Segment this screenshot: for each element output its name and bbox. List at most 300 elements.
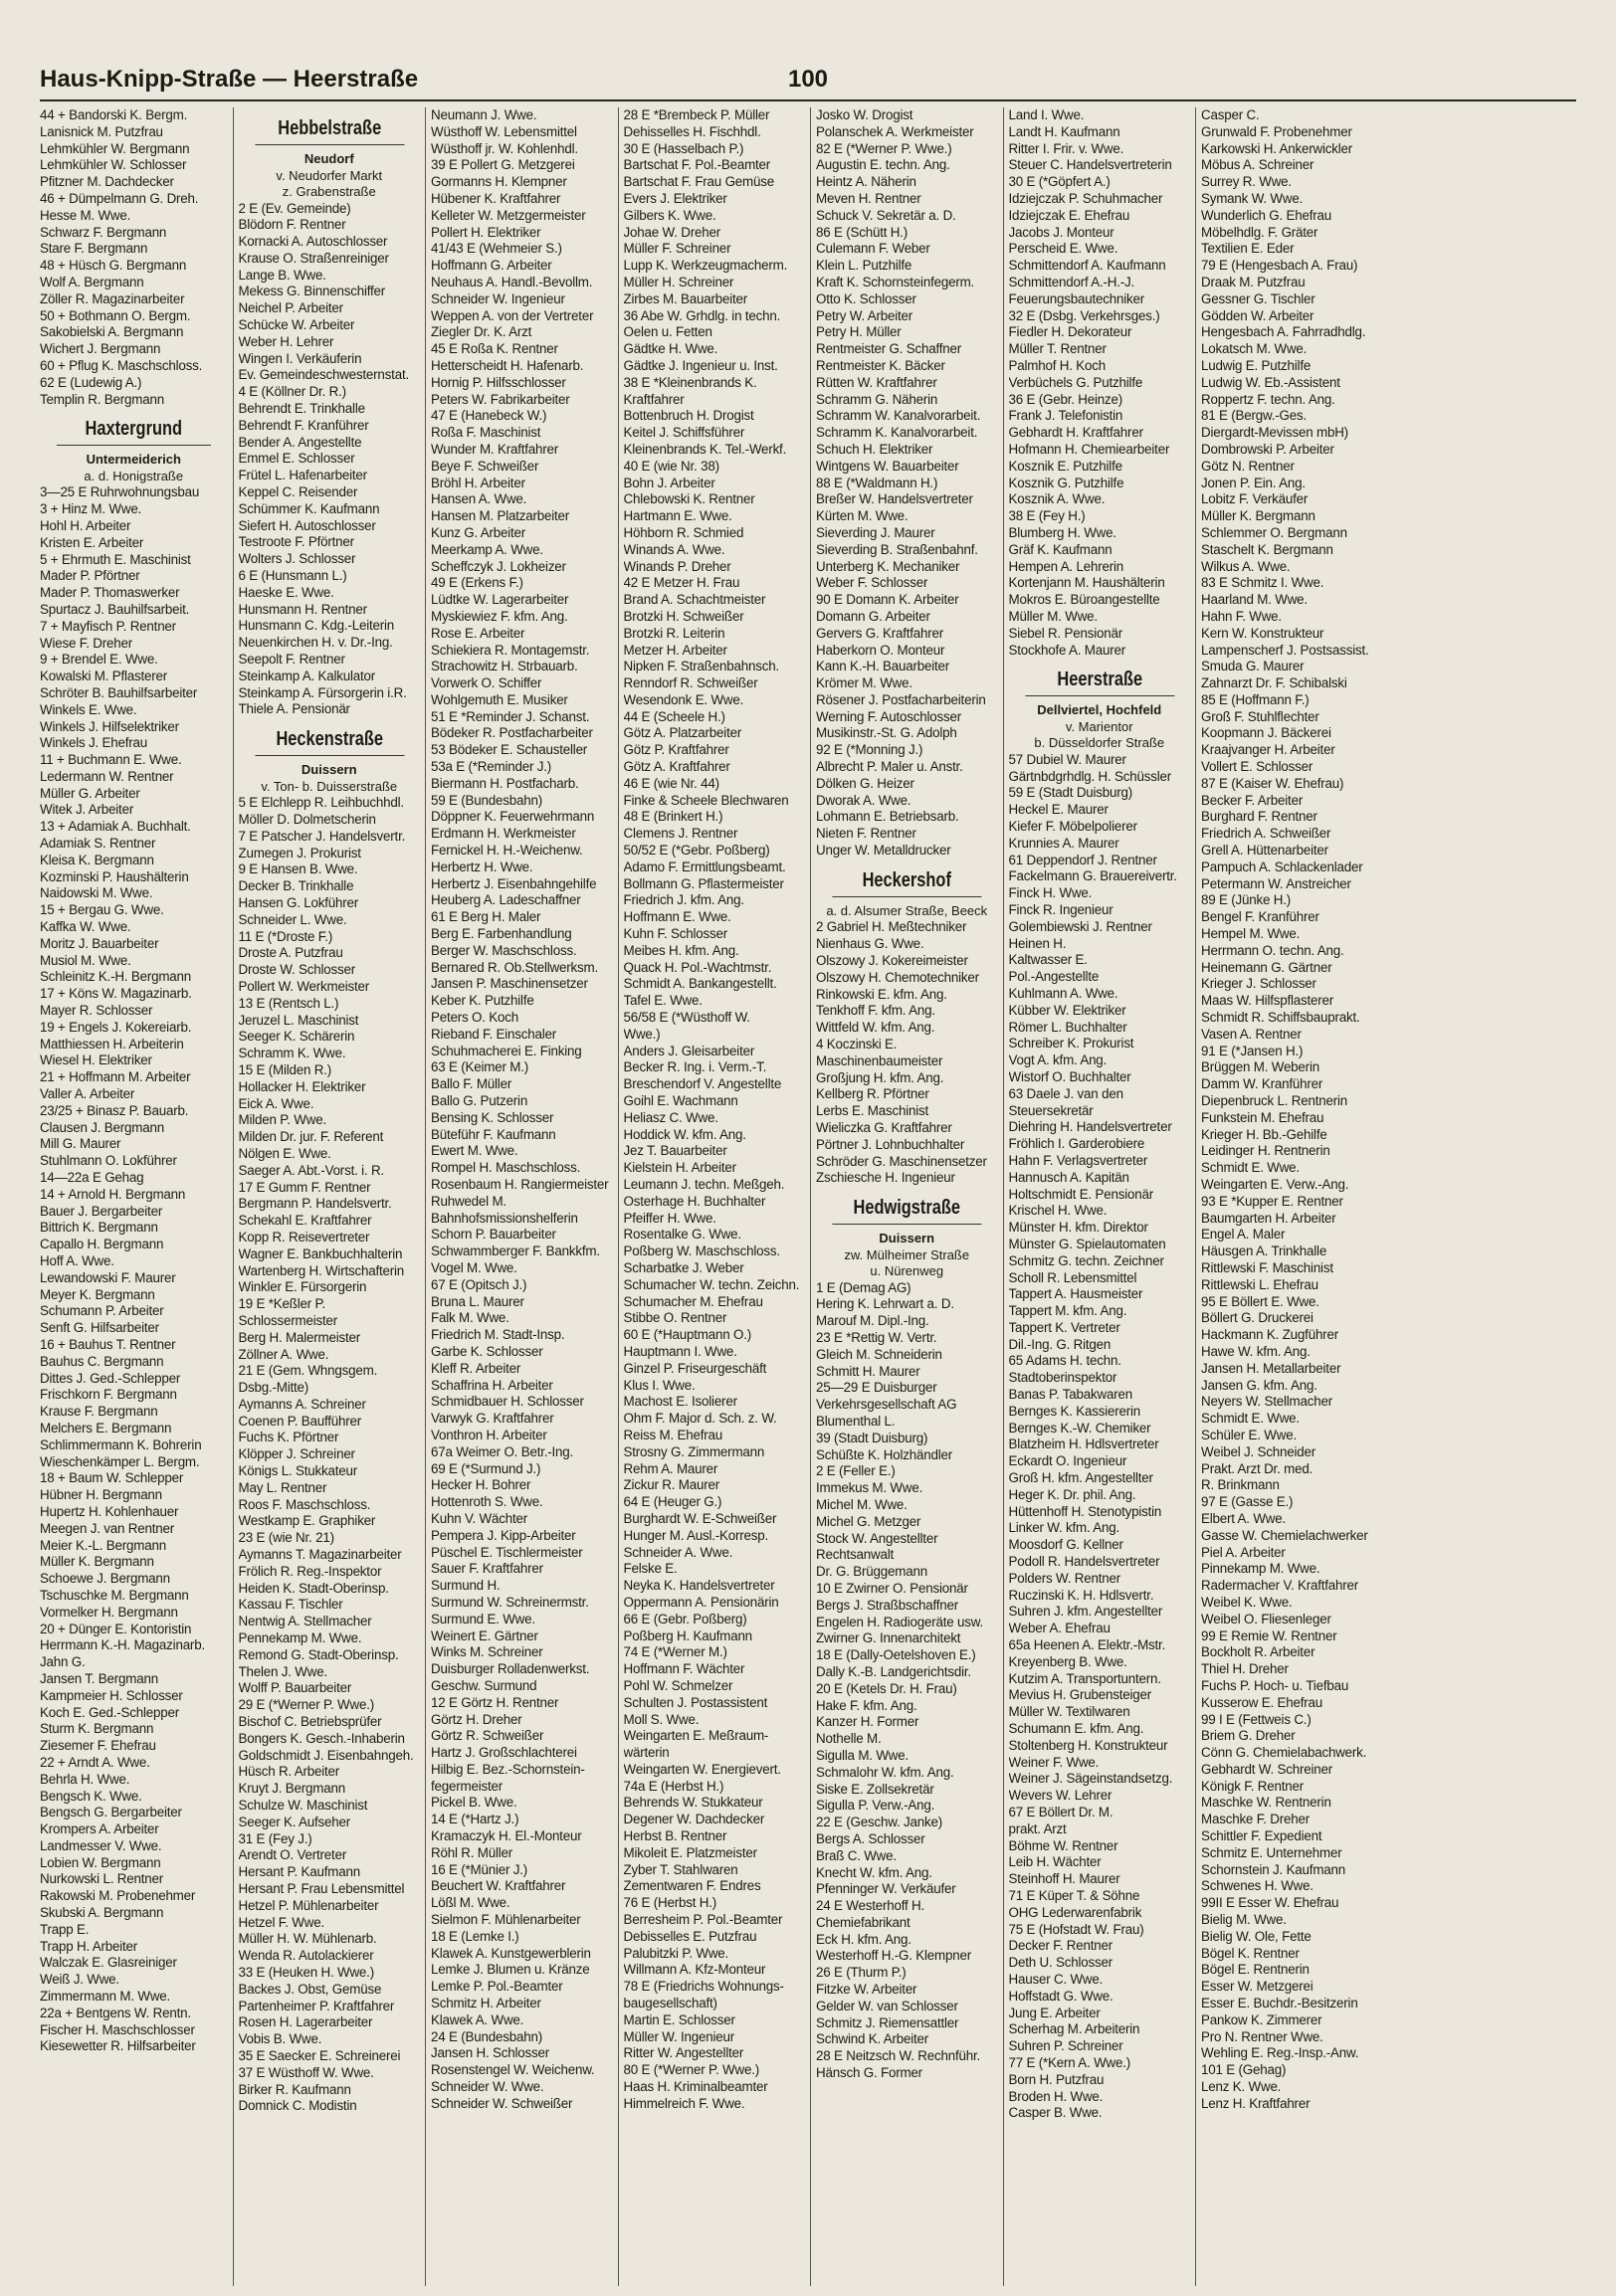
- directory-entry: Elbert A. Wwe.: [1201, 1510, 1287, 1526]
- directory-entry: Klein L. Putzhilfe: [816, 258, 912, 274]
- directory-entry: Königk F. Rentner: [1201, 1778, 1305, 1794]
- directory-entry: Reiss M. Ehefrau: [623, 1427, 722, 1442]
- directory-entry: Hänsch G. Former: [816, 2065, 922, 2081]
- directory-entry: May L. Rentner: [238, 1479, 327, 1495]
- directory-entry: Wolters J. Schlosser: [238, 551, 356, 567]
- street-location-note: v. Neudorfer Markt: [276, 167, 383, 183]
- directory-entry: Schumacher M. Ehefrau: [623, 1293, 763, 1309]
- directory-entry: Westkamp E. Graphiker: [238, 1513, 376, 1529]
- directory-entry: Deth U. Schlosser: [1008, 1955, 1113, 1971]
- directory-entry: Hüttenhoff H. Stenotypistin: [1008, 1503, 1162, 1519]
- directory-entry: Hempel M. Wwe.: [1201, 926, 1301, 942]
- directory-entry: Goldschmidt J. Eisenbahngeh.: [238, 1747, 414, 1763]
- directory-entry: Nölgen E. Wwe.: [238, 1145, 331, 1161]
- directory-entry: Rentmeister K. Bäcker: [816, 357, 945, 373]
- directory-entry: 89 E (Jünke H.): [1201, 892, 1292, 908]
- directory-entry: Gervers G. Kraftfahrer: [816, 625, 944, 641]
- directory-entry: Bauer J. Bergarbeiter: [40, 1203, 163, 1219]
- directory-entry: Ritter I. Frir. v. Wwe.: [1008, 140, 1124, 156]
- directory-entry: Bielig M. Wwe.: [1201, 1912, 1287, 1928]
- directory-entry: 86 E (Schütt H.): [816, 224, 909, 240]
- directory-entry: Testroote F. Pförtner: [238, 534, 354, 550]
- directory-entry: 99 I E (Fettweis C.): [1201, 1711, 1312, 1727]
- directory-entry: Blatzheim H. Hdlsvertreter: [1008, 1436, 1159, 1452]
- directory-entry: 44 + Bandorski K. Bergm.: [40, 107, 188, 122]
- directory-entry: Mekess G. Binnenschiffer: [238, 284, 386, 299]
- directory-entry: 59 E (Bundesbahn): [431, 792, 542, 808]
- directory-entry: Arendt O. Vertreter: [238, 1847, 347, 1863]
- directory-entry: 28 E Neitzsch W. Rechnführ.: [816, 2048, 981, 2064]
- directory-entry: 5 E Elchlepp R. Leihbuchhdl.: [238, 795, 404, 811]
- directory-entry: Mill G. Maurer: [40, 1136, 121, 1152]
- directory-entry: Stoltenberg H. Konstrukteur: [1008, 1737, 1168, 1753]
- directory-entry: Land I. Wwe.: [1008, 107, 1085, 122]
- directory-entry: Eck H. kfm. Ang.: [816, 1931, 911, 1947]
- directory-entry: Winands A. Wwe.: [623, 541, 725, 557]
- directory-entry: Bernared R. Ob.Stellwerksm.: [431, 959, 598, 975]
- street-location-note: u. Nürenweg: [870, 1263, 944, 1279]
- directory-entry: Strosny G. Zimmermann: [623, 1443, 765, 1459]
- directory-entry: Martin E. Schlosser: [623, 2011, 735, 2027]
- directory-entry: Vollert E. Schlosser: [1201, 759, 1313, 775]
- directory-entry: Schmittendorf A. Kaufmann: [1008, 258, 1166, 274]
- directory-entry: Schorn P. Bauarbeiter: [431, 1227, 556, 1243]
- directory-entry: Hahn F. Verlagsvertreter: [1008, 1152, 1148, 1168]
- directory-entry: Hübener K. Kraftfahrer: [431, 190, 561, 206]
- directory-entry: Moritz J. Bauarbeiter: [40, 935, 159, 951]
- directory-entry: Felske E.: [623, 1561, 678, 1577]
- directory-entry: 39 E Pollert G. Metzgerei: [431, 157, 575, 173]
- directory-entry: Pempera J. Kipp-Arbeiter: [431, 1527, 576, 1543]
- directory-entry: Hübner H. Bergmann: [40, 1487, 162, 1503]
- directory-entry: 47 E (Hanebeck W.): [431, 408, 547, 424]
- directory-entry: Lemke P. Pol.-Beamter: [431, 1979, 563, 1995]
- directory-entry: Schüler E. Wwe.: [1201, 1427, 1297, 1442]
- directory-entry: 30 E (*Göpfert A.): [1008, 174, 1111, 190]
- directory-entry: 75 E (Hofstadt W. Frau): [1008, 1921, 1144, 1937]
- directory-entry: Burghardt W. E-Schweißer: [623, 1510, 777, 1526]
- directory-entry: Draak M. Putzfrau: [1201, 274, 1306, 289]
- directory-entry: 99 E Remie W. Rentner: [1201, 1627, 1337, 1643]
- directory-entry: 79 E (Hengesbach A. Frau): [1201, 258, 1358, 274]
- directory-entry: Berg H. Malermeister: [238, 1329, 360, 1345]
- directory-entry: Gödden W. Arbeiter: [1201, 307, 1314, 323]
- directory-entry: Hauptmann I. Wwe.: [623, 1343, 737, 1359]
- directory-entry: Pol.-Angestellte: [1008, 969, 1100, 985]
- directory-entry: Olszowy H. Chemotechniker: [816, 969, 979, 985]
- directory-entry: Hahn F. Wwe.: [1201, 608, 1282, 624]
- directory-entry: 53a E (*Reminder J.): [431, 759, 552, 775]
- directory-entry: Kuhn F. Schlosser: [623, 926, 728, 942]
- directory-entry: 10 E Zwirner O. Pensionär: [816, 1580, 968, 1596]
- directory-entry: 80 E (*Werner P. Wwe.): [623, 2062, 759, 2078]
- directory-entry: Hansen M. Platzarbeiter: [431, 508, 570, 524]
- directory-entry: Strachowitz H. Strbauarb.: [431, 659, 578, 674]
- directory-entry: Schaffrina H. Arbeiter: [431, 1377, 553, 1393]
- street-location-note: zw. Mülheimer Straße: [844, 1246, 970, 1262]
- directory-entry: Pankow K. Zimmerer: [1201, 2011, 1322, 2027]
- directory-entry: Feuerungsbautechniker: [1008, 290, 1144, 306]
- directory-entry: Hauser C. Wwe.: [1008, 1971, 1104, 1987]
- directory-entry: Senft G. Hilfsarbeiter: [40, 1320, 159, 1336]
- directory-entry: Döppner K. Feuerwehrmann: [431, 809, 595, 825]
- directory-entry: Vonthron H. Arbeiter: [431, 1427, 547, 1442]
- directory-entry: Grell A. Hüttenarbeiter: [1201, 843, 1328, 859]
- directory-entry: Witek J. Arbeiter: [40, 802, 134, 818]
- directory-entry: Banas P. Tabakwaren: [1008, 1387, 1132, 1403]
- directory-entry: 87 E (Kaiser W. Ehefrau): [1201, 775, 1344, 791]
- directory-entry: Wesendonk E. Wwe.: [623, 691, 744, 707]
- directory-entry: 5 + Ehrmuth E. Maschinist: [40, 551, 191, 567]
- directory-entry: Bahnhofsmissionshelferin: [431, 1210, 578, 1226]
- directory-entry: Peters O. Koch: [431, 1010, 518, 1026]
- directory-entry: 11 E (*Droste F.): [238, 928, 333, 944]
- directory-entry: Immekus M. Wwe.: [816, 1480, 923, 1496]
- directory-entry: Meyer K. Bergmann: [40, 1286, 155, 1302]
- directory-entry: Moll S. Wwe.: [623, 1711, 700, 1727]
- directory-entry: 67 E Böllert Dr. M.: [1008, 1805, 1113, 1819]
- directory-entry: Hempen A. Lehrerin: [1008, 558, 1123, 574]
- directory-entry: Schmidt A. Bankangestellt.: [623, 976, 777, 992]
- directory-entry: Schreiber K. Prokurist: [1008, 1036, 1134, 1052]
- directory-entry: Schramm W. Kanalvorarbeit.: [816, 408, 981, 424]
- directory-entry: Himmelreich F. Wwe.: [623, 2095, 745, 2111]
- directory-entry: Tschuschke M. Bergmann: [40, 1587, 189, 1603]
- directory-entry: Müller M. Wwe.: [1008, 608, 1098, 624]
- directory-entry: Braß C. Wwe.: [816, 1847, 897, 1863]
- directory-entry: Michel M. Wwe.: [816, 1496, 908, 1512]
- directory-entry: Petermann W. Anstreicher: [1201, 875, 1351, 891]
- directory-entry: Gädtke H. Wwe.: [623, 341, 718, 357]
- directory-entry: Kaffka W. Wwe.: [40, 919, 131, 935]
- street-location-note: a. d. Honigstraße: [84, 468, 184, 483]
- directory-entry: Quack H. Pol.-Wachtmstr.: [623, 959, 772, 975]
- directory-entry: Symank W. Wwe.: [1201, 190, 1304, 206]
- directory-entry: 51 E *Reminder J. Schanst.: [431, 708, 590, 724]
- directory-entry: Wunderlich G. Ehefrau: [1201, 207, 1332, 223]
- directory-entry: Lehmkühler W. Schlosser: [40, 157, 187, 173]
- directory-entry: Landt H. Kaufmann: [1008, 123, 1120, 139]
- directory-entry: Groß H. kfm. Angestellter: [1008, 1470, 1153, 1486]
- street-location-note: a. d. Alsumer Straße, Beeck: [826, 902, 988, 918]
- directory-entry: 45 E Roßa K. Rentner: [431, 341, 558, 357]
- directory-entry: Kunz G. Arbeiter: [431, 524, 526, 540]
- directory-entry: Kleff R. Arbeiter: [431, 1360, 521, 1376]
- directory-entry: Kübber W. Elektriker: [1008, 1002, 1126, 1018]
- directory-entry: Ziegler Dr. K. Arzt: [431, 324, 532, 340]
- directory-entry: Scherhag M. Arbeiterin: [1008, 2021, 1140, 2037]
- directory-entry: Heckel E. Maurer: [1008, 802, 1109, 818]
- directory-entry: Pollert W. Werkmeister: [238, 978, 370, 994]
- directory-entry: Schumacher W. techn. Zeichn.: [623, 1276, 800, 1292]
- directory-entry: Brüggen M. Weberin: [1201, 1059, 1319, 1075]
- directory-entry: Weibel K. Wwe.: [1201, 1594, 1293, 1610]
- directory-entry: Weber A. Ehefrau: [1008, 1621, 1111, 1636]
- directory-entry: 2 E (Feller E.): [816, 1463, 896, 1479]
- directory-entry: Vogt A. kfm. Ang.: [1008, 1052, 1108, 1068]
- directory-entry: Schmitt H. Maurer: [816, 1363, 920, 1379]
- directory-entry: 20 + Dünger E. Kontoristin: [40, 1621, 192, 1636]
- directory-entry: Müller W. Ingenieur: [623, 2028, 735, 2044]
- street-location-note: Dellviertel, Hochfeld: [1037, 702, 1162, 718]
- directory-entry: Eckardt O. Ingenieur: [1008, 1453, 1127, 1469]
- directory-entry: 26 E (Thurm P.): [816, 1965, 907, 1981]
- directory-entry: 97 E (Gasse E.): [1201, 1494, 1294, 1510]
- directory-entry: Frank J. Telefonistin: [1008, 408, 1123, 424]
- directory-entry: Friedrich A. Schweißer: [1201, 826, 1331, 842]
- directory-entry: Schwarz F. Bergmann: [40, 224, 167, 240]
- directory-entry: Ritter W. Angestellter: [623, 2045, 744, 2061]
- directory-entry: Petry H. Müller: [816, 324, 902, 340]
- directory-entry: 7 + Mayfisch P. Rentner: [40, 618, 176, 634]
- directory-entry: Hengesbach A. Fahrradhdlg.: [1201, 324, 1366, 340]
- directory-entry: Bengsch G. Bergarbeiter: [40, 1805, 182, 1820]
- directory-entry: Wiese F. Dreher: [40, 635, 132, 651]
- directory-entry: Lerbs E. Maschinist: [816, 1103, 929, 1119]
- directory-entry: Müller K. Bergmann: [1201, 508, 1315, 524]
- directory-entry: Lüdtke W. Lagerarbeiter: [431, 592, 569, 608]
- directory-entry: Wieliczka G. Kraftfahrer: [816, 1119, 952, 1135]
- directory-entry: Herrmann O. techn. Ang.: [1201, 942, 1344, 958]
- directory-entry: 59 E (Stadt Duisburg): [1008, 785, 1133, 801]
- directory-entry: Jonen P. Ein. Ang.: [1201, 475, 1306, 490]
- directory-entry: Casper C.: [1201, 107, 1260, 122]
- street-location-note: v. Ton- b. Duisserstraße: [261, 778, 398, 794]
- directory-entry: 67a Weimer O. Betr.-Ing.: [431, 1443, 574, 1459]
- directory-entry: Winkels E. Wwe.: [40, 701, 137, 717]
- directory-entry: Templin R. Bergmann: [40, 391, 164, 407]
- directory-entry: Steinhoff H. Maurer: [1008, 1871, 1120, 1887]
- directory-entry: Zschiesche H. Ingenieur: [816, 1170, 955, 1186]
- directory-entry: Hofmann H. Chemiearbeiter: [1008, 441, 1170, 457]
- directory-entry: Zickur R. Maurer: [623, 1477, 719, 1493]
- directory-entry: Heinen H.: [1008, 935, 1067, 951]
- directory-entry: Ludwig E. Putzhilfe: [1201, 357, 1312, 373]
- directory-entry: Hottenroth S. Wwe.: [431, 1494, 543, 1510]
- directory-entry: 11 + Buchmann E. Wwe.: [40, 752, 182, 768]
- directory-entry: Burghard F. Rentner: [1201, 809, 1317, 825]
- directory-entry: Wevers W. Lehrer: [1008, 1788, 1112, 1804]
- directory-entry: Brotzki R. Leiterin: [623, 625, 725, 641]
- directory-entry: 18 E (Lemke I.): [431, 1928, 519, 1944]
- directory-entry: 22 E (Geschw. Janke): [816, 1815, 942, 1830]
- directory-entry: Sigulla M. Wwe.: [816, 1747, 909, 1763]
- directory-entry: Meerkamp A. Wwe.: [431, 541, 543, 557]
- directory-entry: 25—29 E Duisburger: [816, 1380, 937, 1396]
- directory-entry: Kassau F. Tischler: [238, 1597, 343, 1613]
- directory-entry: Schumann E. kfm. Ang.: [1008, 1721, 1144, 1737]
- directory-entry: Podoll R. Handelsvertreter: [1008, 1554, 1160, 1570]
- directory-entry: Gebhardt W. Schreiner: [1201, 1761, 1333, 1777]
- directory-entry: Hoff A. Wwe.: [40, 1253, 114, 1268]
- directory-entry: Pro N. Rentner Wwe.: [1201, 2028, 1323, 2044]
- directory-entry: Kraajvanger H. Arbeiter: [1201, 742, 1335, 758]
- directory-entry: Heiden K. Stadt-Oberinsp.: [238, 1580, 389, 1596]
- directory-entry: Anders J. Gleisarbeiter: [623, 1043, 755, 1058]
- directory-entry: Ledermann W. Rentner: [40, 768, 174, 784]
- directory-entry: 13 E (Rentsch L.): [238, 995, 339, 1011]
- directory-entry: Neuenkirchen H. v. Dr.-Ing.: [238, 635, 393, 651]
- directory-entry: 23 E (wie Nr. 21): [238, 1530, 334, 1546]
- directory-column: [810, 107, 1003, 2286]
- directory-entry: Wolff P. Bauarbeiter: [238, 1680, 352, 1696]
- directory-entry: Zirbes M. Bauarbeiter: [623, 290, 748, 306]
- directory-entry: Schümmer K. Kaufmann: [238, 500, 380, 516]
- directory-entry: Kraftfahrer: [623, 391, 685, 407]
- directory-entry: Heinemann G. Gärtner: [1201, 959, 1332, 975]
- directory-entry: Tafel E. Wwe.: [623, 993, 703, 1009]
- directory-entry: Schwammberger F. Bankkfm.: [431, 1244, 600, 1259]
- directory-entry: Kruyt J. Bergmann: [238, 1781, 345, 1797]
- directory-entry: Wingen I. Verkäuferin: [238, 350, 362, 366]
- directory-entry: Kosznik G. Putzhilfe: [1008, 475, 1124, 490]
- directory-entry: Kann K.-H. Bauarbeiter: [816, 659, 950, 674]
- directory-entry: Bögel E. Rentnerin: [1201, 1962, 1310, 1978]
- directory-entry: Kristen E. Arbeiter: [40, 534, 144, 550]
- directory-entry: Königs L. Stukkateur: [238, 1463, 358, 1479]
- street-location-note: Neudorf: [303, 151, 354, 166]
- directory-entry: Sakobielski A. Bergmann: [40, 324, 184, 340]
- directory-entry: Tappert M. kfm. Ang.: [1008, 1303, 1127, 1319]
- directory-entry: 40 E (wie Nr. 38): [623, 458, 719, 474]
- directory-entry: Zementwaren F. Endres: [623, 1878, 761, 1894]
- directory-column: [1195, 107, 1388, 2286]
- directory-entry: Stock W. Angestellter: [816, 1530, 938, 1546]
- directory-entry: Hupertz H. Kohlenhauer: [40, 1503, 179, 1519]
- directory-entry: Moosdorf G. Kellner: [1008, 1537, 1123, 1553]
- directory-entry: Görtz H. Dreher: [431, 1711, 522, 1727]
- directory-entry: 48 E (Brinkert H.): [623, 809, 723, 825]
- directory-entry: 65 Adams H. techn.: [1008, 1353, 1121, 1369]
- directory-entry: 63 Daele J. van den: [1008, 1085, 1123, 1101]
- directory-entry: Bögel K. Rentner: [1201, 1945, 1300, 1961]
- directory-entry: Hetzel P. Mühlenarbeiter: [238, 1897, 379, 1913]
- directory-entry: Kornacki A. Autoschlosser: [238, 234, 388, 250]
- directory-entry: Bröhl H. Arbeiter: [431, 475, 525, 490]
- directory-entry: Pennekamp M. Wwe.: [238, 1630, 362, 1646]
- directory-entry: Bruna L. Maurer: [431, 1293, 524, 1309]
- directory-entry: Weingarten W. Energievert.: [623, 1761, 781, 1777]
- directory-entry: 50 + Bothmann O. Bergm.: [40, 307, 191, 323]
- directory-entry: Großjung H. kfm. Ang.: [816, 1069, 944, 1085]
- directory-entry: Bottenbruch H. Drogist: [623, 408, 754, 424]
- directory-entry: Bergs J. Straßbschaffner: [816, 1597, 959, 1613]
- directory-entry: Fuchs K. Pförtner: [238, 1430, 339, 1445]
- directory-entry: Diepenbruck L. Rentnerin: [1201, 1093, 1348, 1109]
- directory-entry: Ev. Gemeindeschwesternstat.: [238, 367, 409, 383]
- directory-entry: Schuhmacherei E. Finking: [431, 1043, 582, 1058]
- directory-entry: Zwirner G. Innenarchitekt: [816, 1630, 961, 1646]
- directory-entry: Thiele A. Pensionär: [238, 701, 350, 717]
- directory-entry: Winks M. Schreiner: [431, 1644, 543, 1660]
- directory-entry: Funkstein M. Ehefrau: [1201, 1109, 1324, 1125]
- directory-entry: Rehm A. Maurer: [623, 1460, 718, 1476]
- directory-entry: Berg E. Farbenhandlung: [431, 926, 572, 942]
- directory-entry: Goihl E. Wachmann: [623, 1093, 738, 1109]
- directory-entry: Weiß J. Wwe.: [40, 1972, 119, 1988]
- directory-entry: Rosen H. Lagerarbeiter: [238, 2014, 373, 2030]
- directory-entry: Wieschenkämper L. Bergm.: [40, 1453, 200, 1469]
- directory-entry: Möller D. Dolmetscherin: [238, 812, 376, 827]
- directory-entry: Schlemmer O. Bergmann: [1201, 524, 1347, 540]
- directory-entry: Hoffmann F. Wächter: [623, 1661, 745, 1677]
- directory-entry: Eick A. Wwe.: [238, 1095, 314, 1111]
- directory-entry: Lokatsch M. Wwe.: [1201, 341, 1308, 357]
- directory-entry: Höhborn R. Schmied: [623, 524, 744, 540]
- directory-entry: 66 E (Gebr. Poßberg): [623, 1611, 747, 1626]
- directory-entry: 56/58 E (*Wüsthoff W.: [623, 1010, 750, 1026]
- directory-entry: Meven H. Rentner: [816, 190, 921, 206]
- directory-entry: 60 E (*Hauptmann O.): [623, 1327, 751, 1343]
- directory-entry: Lenz K. Wwe.: [1201, 2079, 1282, 2095]
- directory-entry: Kutzim A. Transportuntern.: [1008, 1670, 1161, 1686]
- directory-entry: Neyka K. Handelsvertreter: [623, 1578, 775, 1594]
- directory-entry: Pfitzner M. Dachdecker: [40, 174, 174, 190]
- directory-entry: Hunsmann H. Rentner: [238, 601, 367, 617]
- directory-column: [425, 107, 618, 2286]
- directory-entry: Poßberg W. Maschschloss.: [623, 1244, 780, 1259]
- directory-entry: Clemens J. Rentner: [623, 826, 738, 842]
- directory-entry: Bartschat F. Frau Gemüse: [623, 174, 774, 190]
- directory-entry: Olszowy J. Kokereimeister: [816, 952, 968, 968]
- directory-entry: Birker R. Kaufmann: [238, 2081, 351, 2097]
- directory-entry: Poßberg H. Kaufmann: [623, 1627, 752, 1643]
- page-title: Haus-Knipp-Straße — Heerstraße: [40, 66, 419, 93]
- directory-entry: Finke & Scheele Blechwaren: [623, 792, 789, 808]
- directory-entry: Weinert E. Gärtner: [431, 1627, 538, 1643]
- directory-entry: 14—22a E Gehag: [40, 1170, 144, 1186]
- directory-entry: Rösener J. Postfacharbeiterin: [816, 691, 986, 707]
- directory-entry: Wüsthoff jr. W. Kohlenhdl.: [431, 140, 578, 156]
- directory-entry: Leumann J. techn. Meßgeh.: [623, 1177, 785, 1192]
- directory-entry: Steuer C. Handelsvertreterin: [1008, 157, 1172, 173]
- directory-entry: 18 E (Dally-Oetelshoven E.): [816, 1647, 976, 1663]
- directory-entry: Hansen A. Wwe.: [431, 491, 527, 507]
- directory-entry: 20 E (Ketels Dr. H. Frau): [816, 1680, 957, 1696]
- page-header: [40, 60, 1576, 101]
- directory-entry: Jung E. Arbeiter: [1008, 2005, 1101, 2020]
- directory-entry: Leidinger H. Rentnerin: [1201, 1143, 1330, 1159]
- directory-entry: 93 E *Kupper E. Rentner: [1201, 1193, 1343, 1209]
- directory-entry: Schneider W. Wwe.: [431, 2079, 544, 2095]
- directory-entry: Winkler E. Fürsorgerin: [238, 1279, 367, 1295]
- directory-entry: Emmel E. Schlosser: [238, 451, 355, 467]
- directory-entry: Zumegen J. Prokurist: [238, 845, 361, 861]
- directory-entry: Bernges K. Kassiererin: [1008, 1403, 1141, 1419]
- directory-entry: Neyers W. Stellmacher: [1201, 1394, 1332, 1410]
- directory-entry: Wilkus A. Wwe.: [1201, 558, 1291, 574]
- directory-entry: Klawek A. Wwe.: [431, 2011, 524, 2027]
- directory-entry: Myskiewiez F. kfm. Ang.: [431, 608, 568, 624]
- directory-entry: 46 + Dümpelmann G. Dreh.: [40, 190, 199, 206]
- directory-entry: Bergs A. Schlosser: [816, 1830, 925, 1846]
- page-number: 100: [787, 66, 829, 93]
- directory-entry: 64 E (Heuger G.): [623, 1494, 722, 1510]
- directory-entry: Stibbe O. Rentner: [623, 1310, 727, 1326]
- directory-entry: Wehling E. Reg.-Insp.-Anw.: [1201, 2045, 1359, 2061]
- directory-entry: 15 + Bergau G. Wwe.: [40, 902, 164, 918]
- directory-entry: Baumgarten H. Arbeiter: [1201, 1210, 1336, 1226]
- directory-entry: Hetterscheidt H. Hafenarb.: [431, 357, 584, 373]
- directory-entry: Droste W. Schlosser: [238, 962, 355, 978]
- directory-entry: Zöllner A. Wwe.: [238, 1346, 329, 1362]
- directory-entry: 23 E *Rettig W. Vertr.: [816, 1330, 937, 1345]
- directory-entry: Linker W. kfm. Ang.: [1008, 1520, 1120, 1536]
- directory-entry: Rechtsanwalt: [816, 1547, 894, 1563]
- directory-entry: Weber F. Schlosser: [816, 575, 928, 591]
- directory-entry: 69 E (*Surmund J.): [431, 1460, 541, 1476]
- directory-entry: Schulten J. Postassistent: [623, 1694, 768, 1710]
